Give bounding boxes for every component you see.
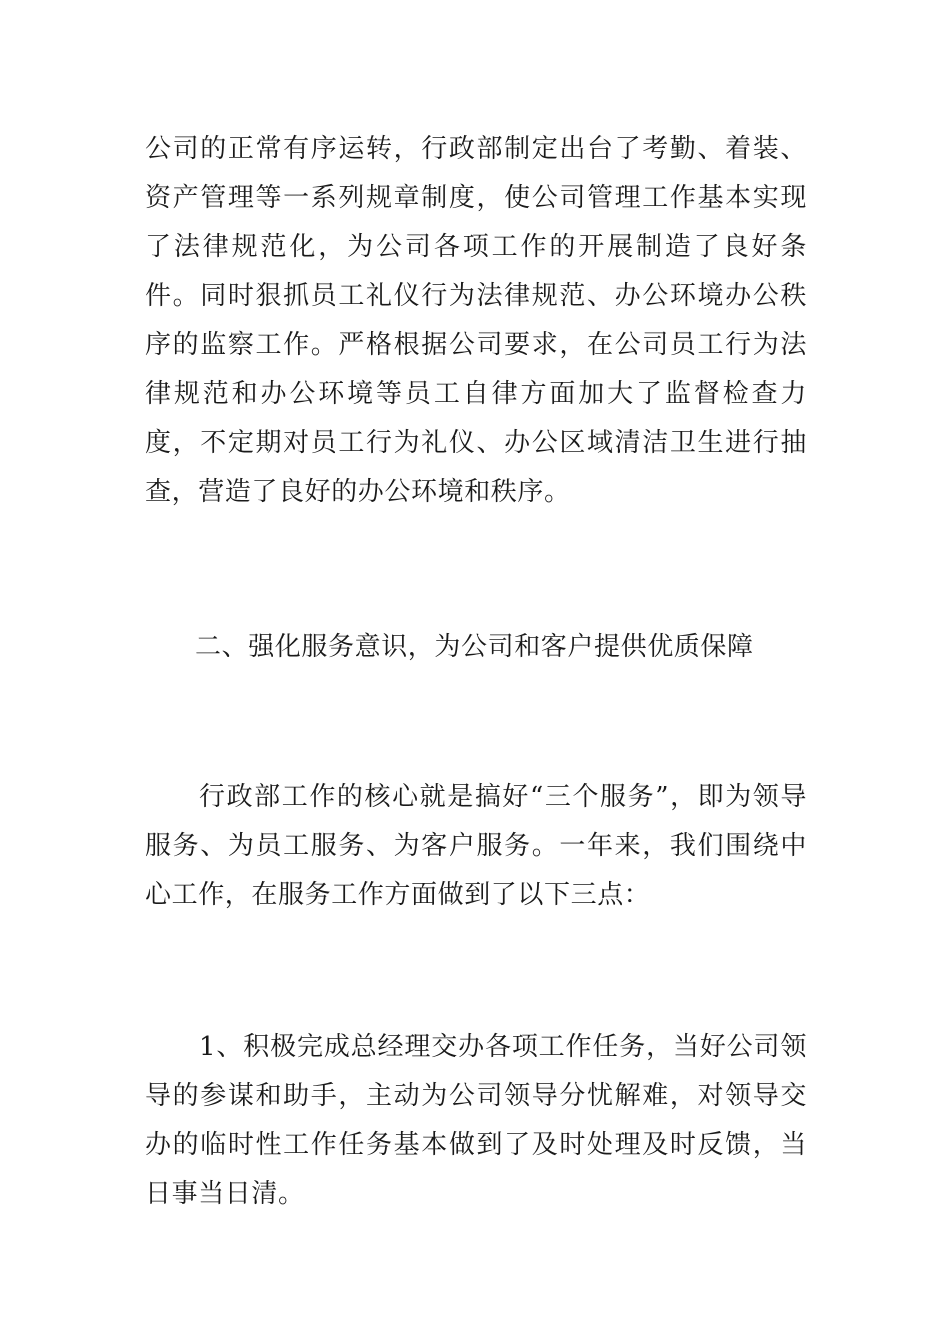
body-paragraph-1: 公司的正常有序运转，行政部制定出台了考勤、着装、资产管理等一系列规章制度，使公司管理工作基本实现了法律规范化，为公司各项工作的开展制造了良好条件。同时狠抓员工礼仪行为法律规范、办公环境办公秩序的监察工作。严格根据公司要求，在公司员工行为法律规范和办公环境等员工自律方面加大了监督检查力度，不定期对员工行为礼仪、办公区域清洁卫生进行抽查，营造了良好的办公环境和秩序。 <box>145 134 807 507</box>
body-paragraph-3: 1、积极完成总经理交办各项工作任务，当好公司领导的参谋和助手，主动为公司领导分忧解难，对领导交办的临时性工作任务基本做到了及时处理及时反馈，当日事当日清。 <box>145 1032 807 1209</box>
section-heading: 二、强化服务意识，为公司和客户提供优质保障 <box>195 632 754 662</box>
body-paragraph-2: 行政部工作的核心就是搞好“三个服务”，即为领导服务、为员工服务、为客户服务。一年来，我们围绕中心工作，在服务工作方面做到了以下三点： <box>145 782 807 910</box>
